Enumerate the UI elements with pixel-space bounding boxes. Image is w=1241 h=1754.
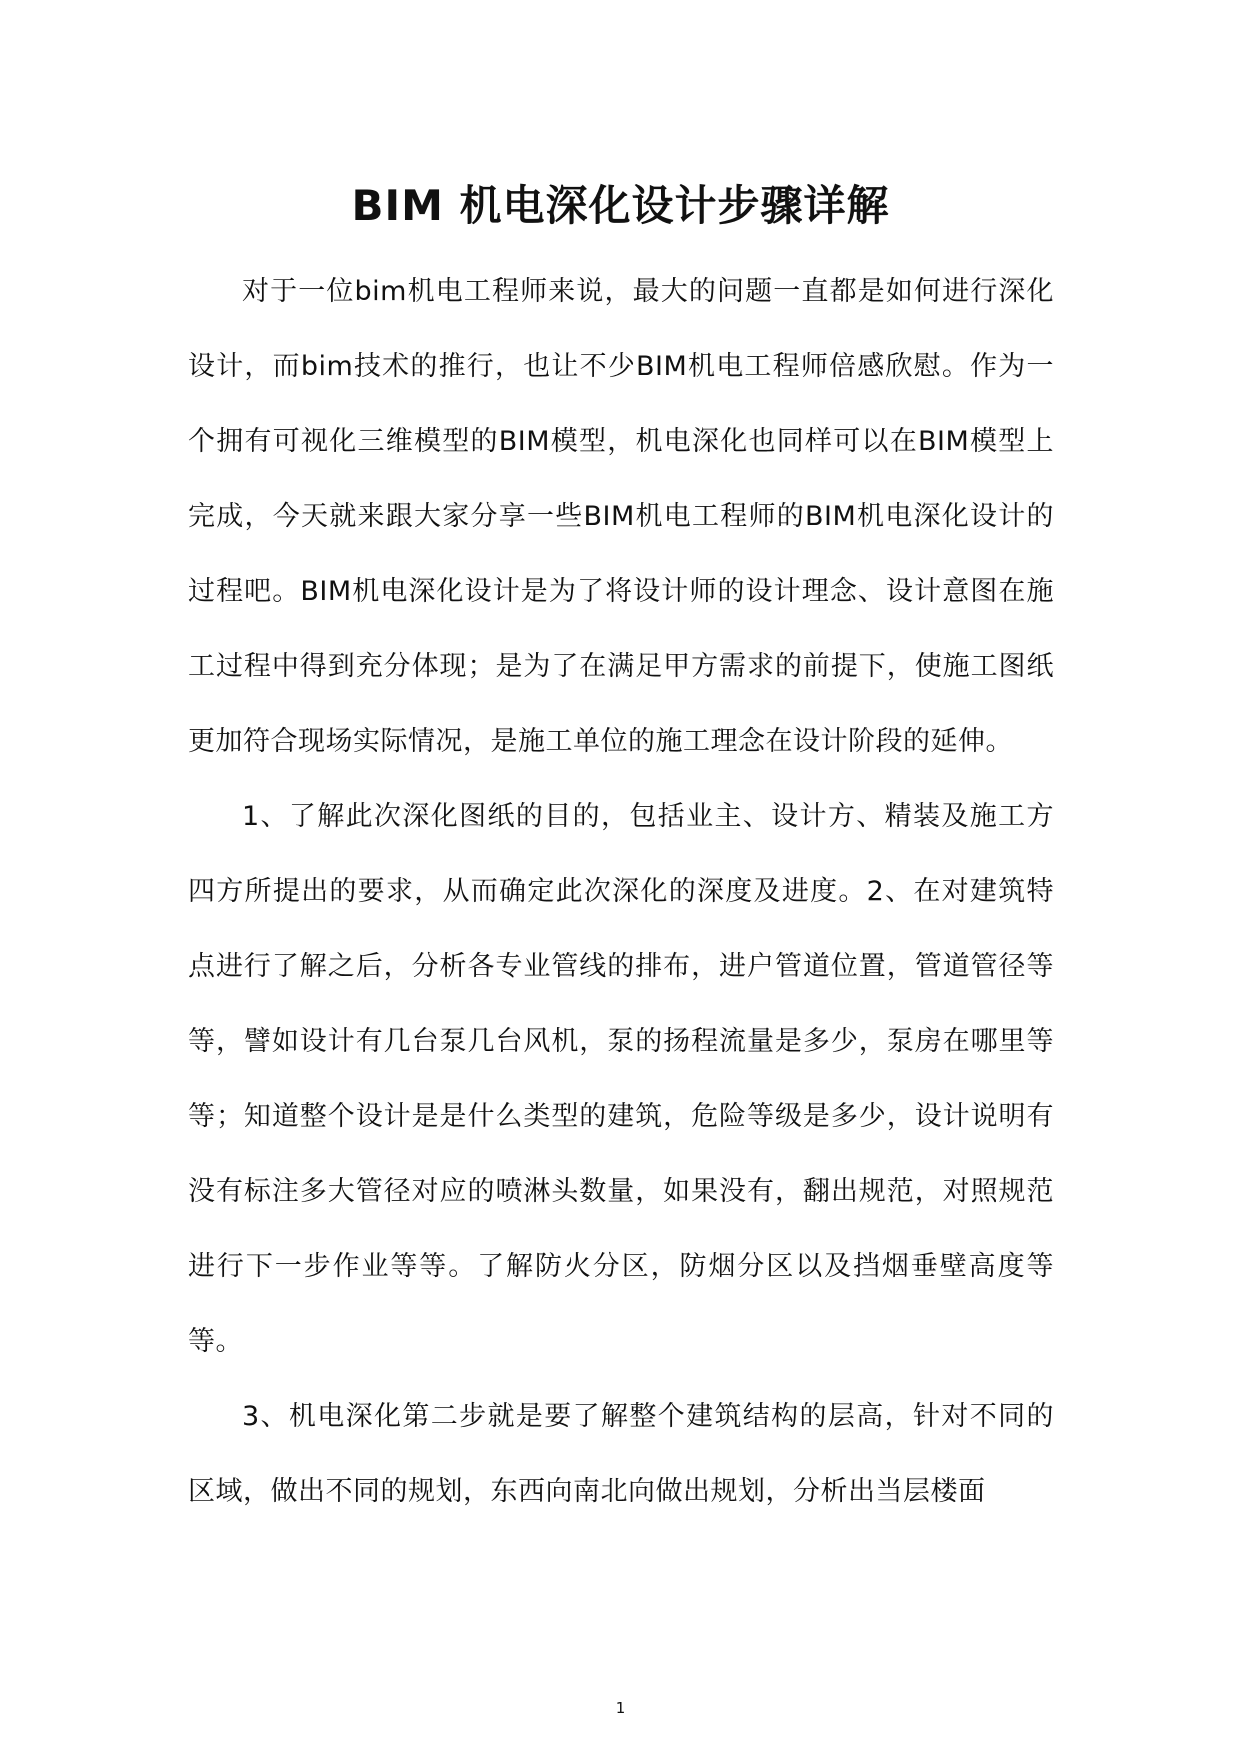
paragraph-intro: 对于一位bim机电工程师来说，最大的问题一直都是如何进行深化设计，而bim技术的推行，也让不少BIM机电工程师倍感欣慰。作为一个拥有可视化三维模型的BIM模型，机电深化也同样可以在BIM模型上完成，今天就来跟大家分享一些BIM机电工程师的BIM机电深化设计的过程吧。BIM机电深化设计是为了将设计师的设计理念、设计意图在施工过程中得到充分体现；是为了在满足甲方需求的前提下，使施工图纸更加符合现场实际情况，是施工单位的施工理念在设计阶段的延伸。 bbox=[188, 276, 1054, 757]
page-number: 1 bbox=[615, 1699, 626, 1717]
document-body bbox=[188, 254, 1054, 1529]
paragraph-step-3: 3、机电深化第二步就是要了解整个建筑结构的层高，针对不同的区域，做出不同的规划，东西向南北向做出规划，分析出当层楼面 bbox=[188, 1401, 1054, 1507]
document-title: BIM 机电深化设计步骤详解 bbox=[351, 181, 890, 231]
paragraph-steps-1-2: 1、了解此次深化图纸的目的，包括业主、设计方、精装及施工方四方所提出的要求，从而确定此次深化的深度及进度。2、在对建筑特点进行了解之后，分析各专业管线的排布，进户管道位置，管道管径等等，譬如设计有几台泵几台风机，泵的扬程流量是多少，泵房在哪里等等；知道整个设计是是什么类型的建筑，危险等级是多少，设计说明有没有标注多大管径对应的喷淋头数量，如果没有，翻出规范，对照规范进行下一步作业等等。了解防火分区，防烟分区以及挡烟垂壁高度等等。 bbox=[188, 801, 1054, 1357]
